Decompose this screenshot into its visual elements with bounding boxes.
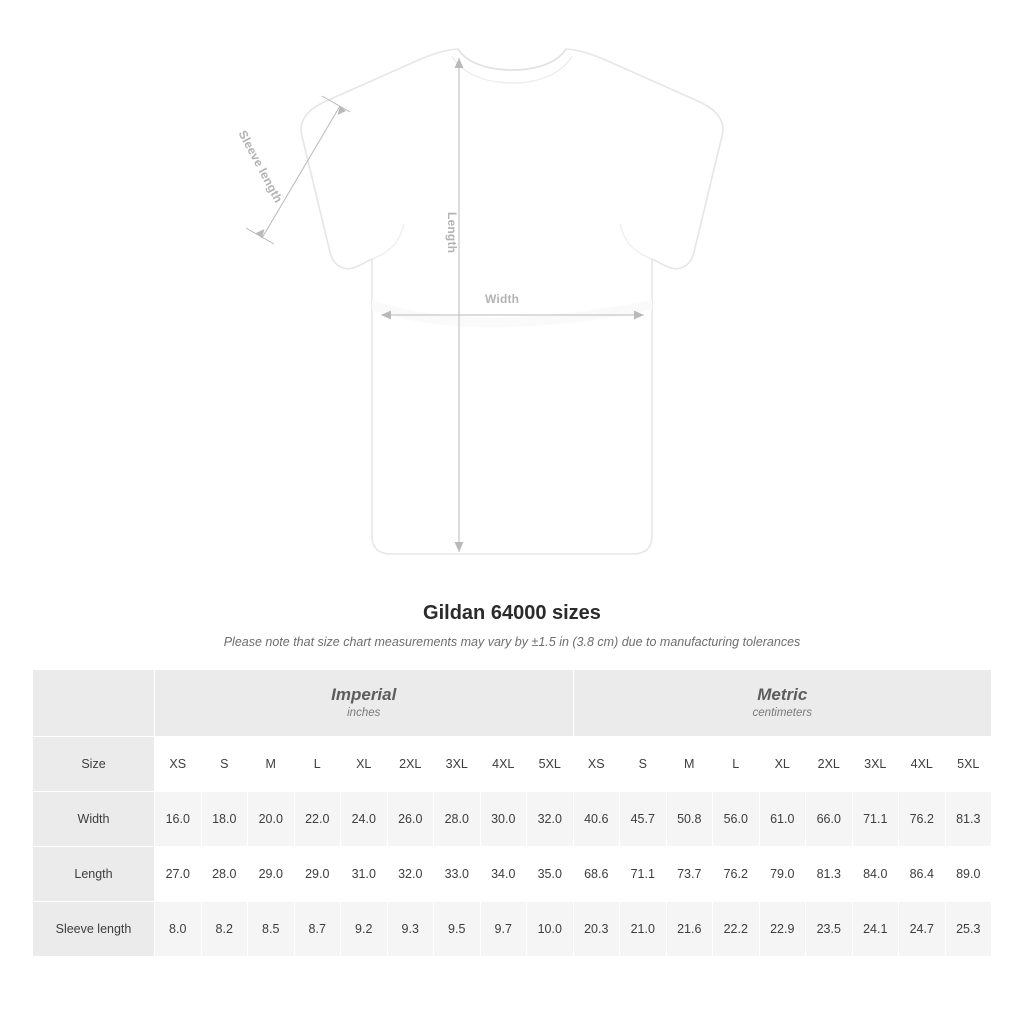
cell-width-imperial-l: 22.0 — [294, 792, 341, 847]
cell-sleeve-metric-4xl: 24.7 — [899, 902, 946, 957]
cell-length-imperial-2xl: 32.0 — [387, 847, 434, 902]
cell-sleeve-imperial-3xl: 9.5 — [434, 902, 481, 957]
cell-sleeve-metric-m: 21.6 — [666, 902, 713, 957]
cell-length-metric-xs: 68.6 — [573, 847, 620, 902]
cell-width-imperial-2xl: 26.0 — [387, 792, 434, 847]
cell-width-metric-4xl: 76.2 — [899, 792, 946, 847]
size-header-metric-5xl: 5XL — [945, 737, 992, 792]
size-header-metric-xs: XS — [573, 737, 620, 792]
cell-sleeve-imperial-4xl: 9.7 — [480, 902, 527, 957]
cell-width-imperial-3xl: 28.0 — [434, 792, 481, 847]
size-header-metric-l: L — [713, 737, 760, 792]
cell-sleeve-metric-2xl: 23.5 — [806, 902, 853, 957]
row-label-length: Length — [33, 847, 155, 902]
size-header-metric-2xl: 2XL — [806, 737, 853, 792]
size-header-label: Size — [33, 737, 155, 792]
size-header-metric-s: S — [620, 737, 667, 792]
cell-width-metric-2xl: 66.0 — [806, 792, 853, 847]
row-label-width: Width — [33, 792, 155, 847]
size-header-metric-m: M — [666, 737, 713, 792]
cell-width-metric-3xl: 71.1 — [852, 792, 899, 847]
cell-sleeve-metric-l: 22.2 — [713, 902, 760, 957]
table-row — [33, 792, 992, 847]
unit-group-header-row — [33, 670, 992, 737]
cell-length-metric-5xl: 89.0 — [945, 847, 992, 902]
cell-sleeve-imperial-l: 8.7 — [294, 902, 341, 957]
cell-sleeve-metric-5xl: 25.3 — [945, 902, 992, 957]
cell-sleeve-imperial-xs: 8.0 — [155, 902, 202, 957]
cell-sleeve-imperial-s: 8.2 — [201, 902, 248, 957]
cell-length-metric-s: 71.1 — [620, 847, 667, 902]
size-header-row — [33, 737, 992, 792]
cell-length-metric-m: 73.7 — [666, 847, 713, 902]
cell-width-metric-m: 50.8 — [666, 792, 713, 847]
length-label: Length — [445, 212, 459, 254]
cell-length-imperial-xs: 27.0 — [155, 847, 202, 902]
size-header-metric-4xl: 4XL — [899, 737, 946, 792]
cell-width-imperial-5xl: 32.0 — [527, 792, 574, 847]
cell-width-metric-xl: 61.0 — [759, 792, 806, 847]
cell-width-imperial-m: 20.0 — [248, 792, 295, 847]
size-header-imperial-3xl: 3XL — [434, 737, 481, 792]
sleeve-length-label: Sleeve length — [235, 128, 286, 206]
unit-group-imperial — [155, 670, 574, 737]
cell-length-metric-2xl: 81.3 — [806, 847, 853, 902]
width-label: Width — [485, 292, 520, 306]
table-row — [33, 902, 992, 957]
page-title: Gildan 64000 sizes — [423, 602, 601, 624]
chart-heading-block — [0, 602, 1024, 649]
unit-group-metric — [573, 670, 992, 737]
size-header-imperial-s: S — [201, 737, 248, 792]
cell-width-imperial-s: 18.0 — [201, 792, 248, 847]
size-chart-table — [32, 669, 992, 957]
cell-width-metric-5xl: 81.3 — [945, 792, 992, 847]
cell-sleeve-metric-xl: 22.9 — [759, 902, 806, 957]
cell-length-metric-xl: 79.0 — [759, 847, 806, 902]
cell-length-imperial-m: 29.0 — [248, 847, 295, 902]
cell-length-imperial-xl: 31.0 — [341, 847, 388, 902]
size-header-imperial-5xl: 5XL — [527, 737, 574, 792]
cell-width-imperial-xl: 24.0 — [341, 792, 388, 847]
cell-sleeve-imperial-m: 8.5 — [248, 902, 295, 957]
unit-group-imperial-name: Imperial — [331, 684, 397, 704]
cell-length-metric-3xl: 84.0 — [852, 847, 899, 902]
size-header-imperial-4xl: 4XL — [480, 737, 527, 792]
row-label-sleeve-length: Sleeve length — [33, 902, 155, 957]
size-header-metric-3xl: 3XL — [852, 737, 899, 792]
unit-group-imperial-sub: inches — [347, 707, 381, 719]
size-header-imperial-2xl: 2XL — [387, 737, 434, 792]
cell-length-metric-4xl: 86.4 — [899, 847, 946, 902]
cell-length-imperial-3xl: 33.0 — [434, 847, 481, 902]
cell-sleeve-imperial-2xl: 9.3 — [387, 902, 434, 957]
size-header-imperial-m: M — [248, 737, 295, 792]
unit-group-metric-sub: centimeters — [752, 707, 812, 719]
cell-sleeve-metric-3xl: 24.1 — [852, 902, 899, 957]
tolerance-note: Please note that size chart measurements may vary by ±1.5 in (3.8 cm) due to manufacturing tolerances — [223, 635, 801, 649]
unit-group-metric-name: Metric — [757, 684, 808, 704]
cell-sleeve-imperial-5xl: 10.0 — [527, 902, 574, 957]
cell-length-metric-l: 76.2 — [713, 847, 760, 902]
cell-length-imperial-4xl: 34.0 — [480, 847, 527, 902]
size-header-imperial-l: L — [294, 737, 341, 792]
table-corner-cell — [33, 670, 155, 737]
cell-sleeve-metric-xs: 20.3 — [573, 902, 620, 957]
cell-length-imperial-5xl: 35.0 — [527, 847, 574, 902]
table-row — [33, 847, 992, 902]
size-header-metric-xl: XL — [759, 737, 806, 792]
cell-sleeve-metric-s: 21.0 — [620, 902, 667, 957]
size-header-imperial-xl: XL — [341, 737, 388, 792]
cell-width-imperial-4xl: 30.0 — [480, 792, 527, 847]
cell-length-imperial-s: 28.0 — [201, 847, 248, 902]
size-chart-table-wrapper — [32, 669, 992, 957]
cell-sleeve-imperial-xl: 9.2 — [341, 902, 388, 957]
cell-width-metric-s: 45.7 — [620, 792, 667, 847]
size-header-imperial-xs: XS — [155, 737, 202, 792]
cell-length-imperial-l: 29.0 — [294, 847, 341, 902]
cell-width-metric-xs: 40.6 — [573, 792, 620, 847]
cell-width-imperial-xs: 16.0 — [155, 792, 202, 847]
cell-width-metric-l: 56.0 — [713, 792, 760, 847]
